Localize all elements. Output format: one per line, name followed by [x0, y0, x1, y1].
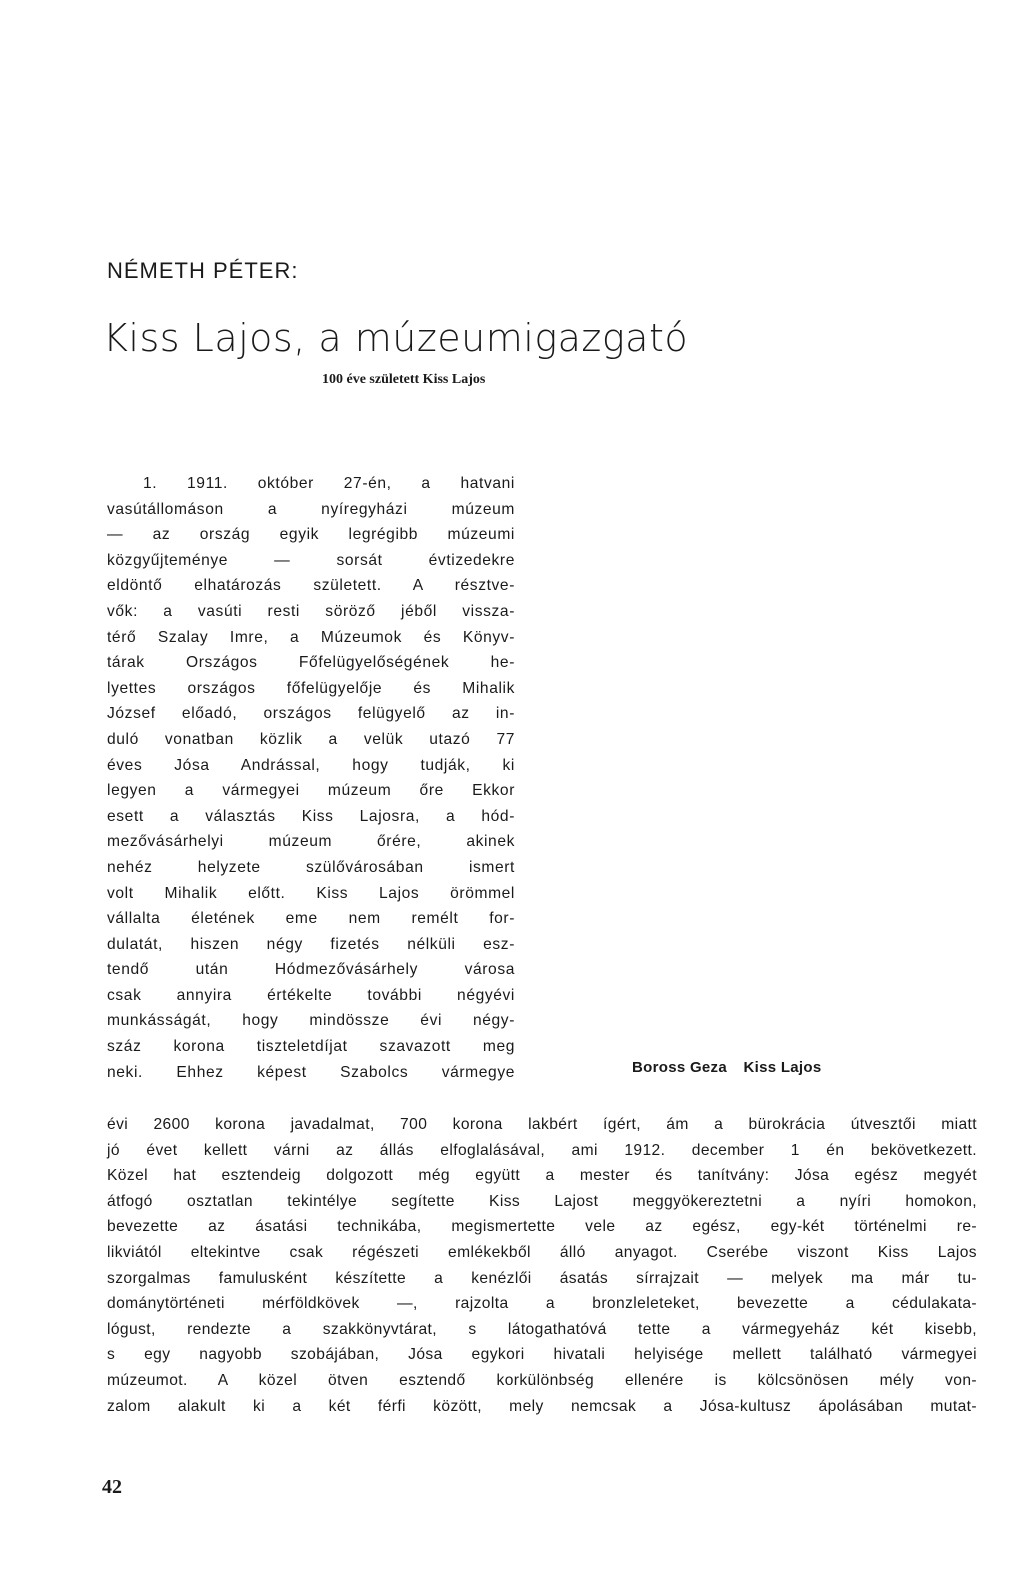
body-line: neki. Ehhez képest Szabolcs vármegye — [107, 1063, 515, 1081]
article-title: Kiss Lajos, a múzeumigazgató — [103, 316, 689, 360]
body-line: volt Mihalik előtt. Kiss Lajos örömmel — [107, 884, 515, 902]
caption-left-name: Boross Geza — [632, 1059, 727, 1076]
body-line: tárak Országos Főfelügyelőségének he- — [107, 654, 515, 672]
body-line: csak annyira értékelte további négyévi — [107, 986, 515, 1004]
photo-caption — [632, 1059, 822, 1076]
body-line: s egy nagyobb szobájában, Jósa egykori hivatali helyisége mellett található vármegyei — [107, 1346, 977, 1364]
body-line: 1. 1911. október 27-én, a hatvani — [143, 475, 515, 492]
body-line: bevezette az ásatási technikába, megismertette vele az egész, egy-két történelmi re- — [107, 1218, 977, 1236]
body-line: tendő után Hódmezővásárhely városa — [107, 961, 515, 979]
body-line: múzeumot. A közel ötven esztendő korkülönbség ellenére is kölcsönösen mély von- — [107, 1371, 977, 1389]
body-line: zalom alakult ki a két férfi között, mely nemcsak a Jósa-kultusz ápolásában mutat- — [107, 1397, 977, 1415]
body-line: évi 2600 korona javadalmat, 700 korona lakbért ígért, ám a bürokrácia útvesztői miatt — [107, 1116, 977, 1133]
body-line: Közel hat esztendeig dolgozott még együtt a mester és tanítvány: Jósa egész megyét — [107, 1167, 977, 1185]
body-line: szorgalmas famulusként készítette a kenézlői ásatás sírrajzait — melyek ma már tu- — [107, 1269, 977, 1287]
body-column-narrow — [107, 471, 515, 1085]
author-name: NÉMETH PÉTER: — [107, 258, 299, 283]
body-line: mezővásárhelyi múzeum őrére, akinek — [107, 833, 515, 851]
body-line: száz korona tiszteletdíjat szavazott meg — [107, 1038, 515, 1056]
body-line: duló vonatban közlik a velük utazó 77 — [107, 730, 515, 748]
body-line: közgyűjteménye — sorsát évtizedekre — [107, 551, 515, 569]
page-number: 42 — [102, 1476, 122, 1498]
body-line: likviától eltekintve csak régészeti emlékekből álló anyagot. Cserébe viszont Kiss Lajos — [107, 1243, 977, 1261]
body-line: vasútállomáson a nyíregyházi múzeum — [107, 500, 515, 518]
body-line: esett a választás Kiss Lajosra, a hód- — [107, 807, 515, 825]
body-line: vők: a vasúti resti söröző jéből vissza- — [107, 602, 515, 620]
body-line: legyen a vármegyei múzeum őre Ekkor — [107, 782, 515, 800]
body-line: József előadó, országos felügyelő az in- — [107, 705, 515, 723]
body-line: jó évet kellett várni az állás elfoglalásával, ami 1912. december 1 én bekövetkezett. — [107, 1141, 977, 1159]
body-line: vállalta életének eme nem remélt for- — [107, 910, 515, 928]
article-subtitle: 100 éve született Kiss Lajos — [322, 372, 486, 387]
caption-right-name: Kiss Lajos — [743, 1059, 822, 1076]
body-line: lógust, rendezte a szakkönyvtárat, s látogathatóvá tette a vármegyeház két kisebb, — [107, 1320, 977, 1338]
body-line: — az ország egyik legrégibb múzeumi — [107, 526, 515, 544]
body-line: dulatát, hiszen négy fizetés nélküli esz- — [107, 935, 515, 953]
body-line: dománytörténeti mérföldkövek —, rajzolta a bronzleleteket, bevezette a cédulakata- — [107, 1295, 977, 1313]
body-line: eldöntő elhatározás született. A résztve- — [107, 577, 515, 595]
body-line: munkásságát, hogy mindössze évi négy- — [107, 1012, 515, 1030]
body-column-wide — [107, 1112, 977, 1419]
body-line: átfogó osztatlan tekintélye segítette Kiss Lajost meggyökereztetni a nyíri homokon, — [107, 1192, 977, 1210]
body-line: térő Szalay Imre, a Múzeumok és Könyv- — [107, 628, 515, 646]
body-line: éves Jósa Andrással, hogy tudják, ki — [107, 756, 515, 774]
body-line: lyettes országos főfelügyelője és Mihalik — [107, 679, 515, 697]
body-line: nehéz helyzete szülővárosában ismert — [107, 858, 515, 876]
